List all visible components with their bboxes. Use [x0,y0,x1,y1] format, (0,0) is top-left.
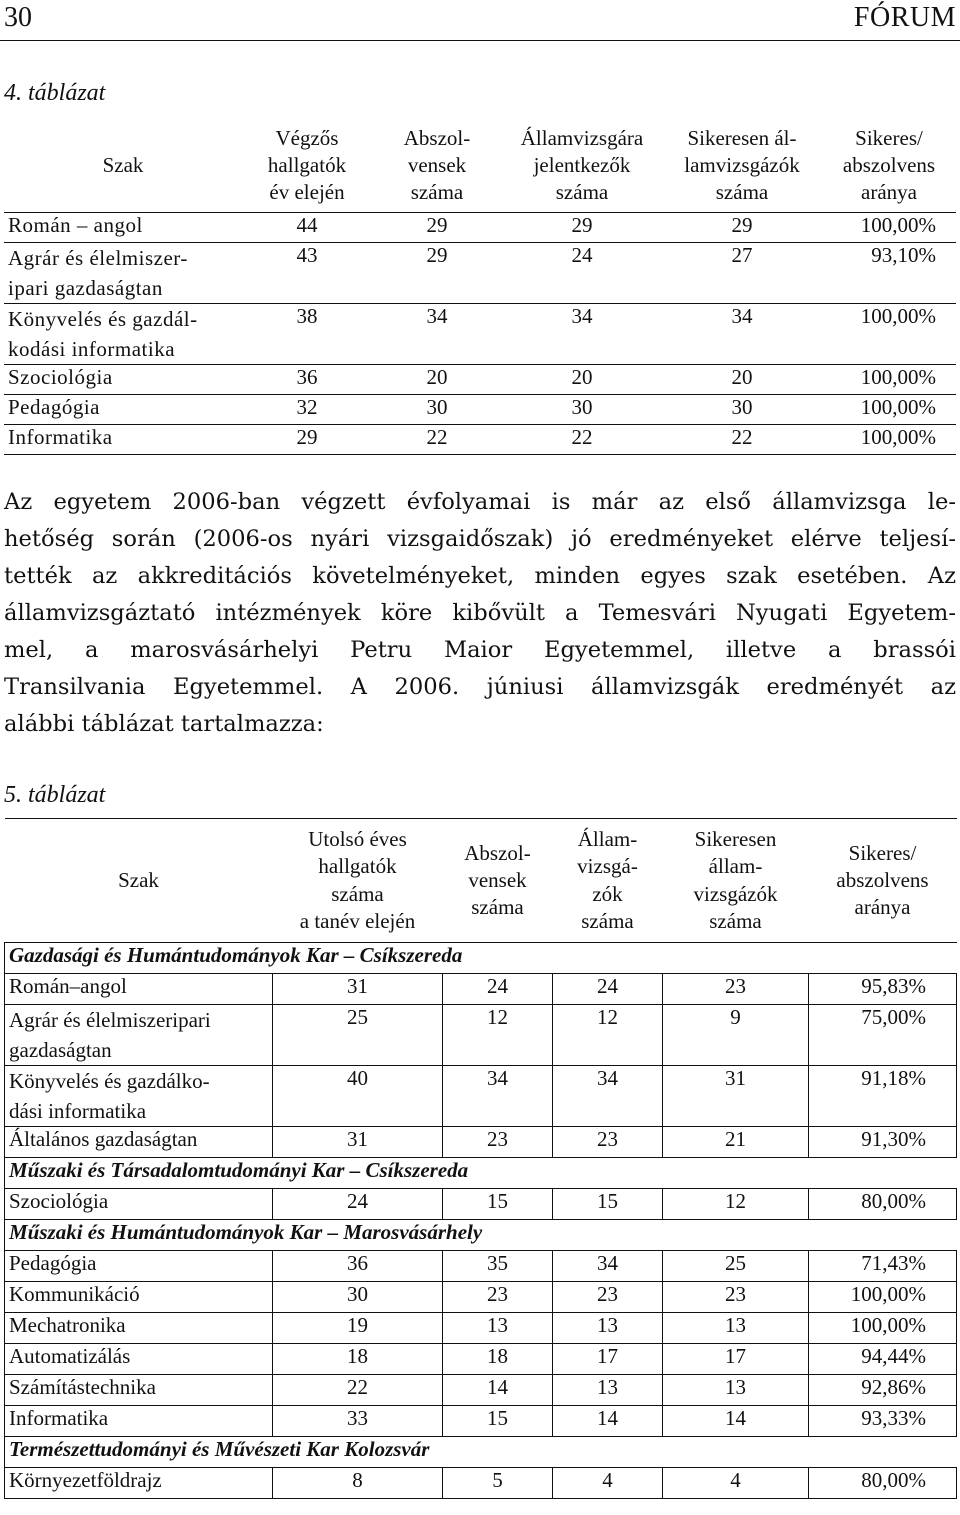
szak-cell [5,1005,273,1066]
faculty-row [5,1158,957,1189]
table5-header-cell [809,819,957,943]
value-cell: 13 [443,1313,553,1344]
journal-title: FÓRUM [853,2,956,33]
value-cell: 23 [443,1282,553,1313]
table4-header-line: Abszol- [403,125,471,150]
szak-cell [4,424,242,454]
table5-header-line: vizsgá- [577,854,638,879]
table4-body [4,212,956,454]
szak-line: Könyvelés és gazdál- [8,306,198,331]
value-cell: 8 [273,1468,443,1499]
table-row [4,242,956,303]
value-cell: 19 [273,1313,443,1344]
value-cell: 20 [662,364,822,394]
paragraph-line: hetőség során (2006-os nyári vizsgaidőszak) jó eredményeket elérve teljesí- [4,526,956,552]
faculty-name: Műszaki és Humántudományok Kar – Marosvásárhely [5,1220,957,1251]
szak-line: gazdaságtan [9,1038,112,1062]
table5-caption: 5. táblázat [4,782,106,808]
ratio-cell: 92,86% [809,1375,957,1406]
value-cell: 17 [663,1344,809,1375]
table4-header-line: Szak [102,153,144,178]
ratio-cell: 100,00% [822,424,956,454]
value-cell: 22 [372,424,502,454]
ratio-cell: 95,83% [809,974,957,1005]
table5-header-line: hallgatók [318,854,397,879]
ratio-cell: 91,18% [809,1066,957,1127]
table5-header-line: vizsgázók [693,881,778,906]
table5-body [5,943,957,1499]
table-row [5,1406,957,1437]
table-row [5,974,957,1005]
table-row [5,1127,957,1158]
faculty-row [5,1437,957,1468]
value-cell: 36 [242,364,372,394]
table5-header-cell [553,819,663,943]
value-cell: 14 [663,1406,809,1437]
table4-header-line: aránya [861,180,917,205]
table4-header-line: Sikeresen ál- [687,125,797,150]
szak-line: Agrár és élelmiszeripari [9,1008,211,1032]
table5-header-line: Állam- [577,826,638,851]
szak-cell [5,1251,273,1282]
table5-header-line: száma [581,908,634,933]
ratio-cell: 100,00% [822,212,956,242]
ratio-cell: 93,33% [809,1406,957,1437]
value-cell: 15 [443,1406,553,1437]
table-row [5,1344,957,1375]
szak-cell [5,1406,273,1437]
value-cell: 30 [502,394,662,424]
table-row [4,394,956,424]
table-row [5,1313,957,1344]
szak-line: Pedagógia [8,394,100,419]
table4-header-cell [4,120,242,212]
table5-header-line: Sikeresen [694,826,777,851]
value-cell: 13 [553,1313,663,1344]
table4-caption: 4. táblázat [4,80,106,106]
value-cell: 18 [443,1344,553,1375]
table5-header-row [5,819,957,943]
table4-header-line: Államvizsgára [520,125,644,150]
szak-line: Automatizálás [9,1344,131,1368]
value-cell: 30 [372,394,502,424]
table4-header-line: lamvizsgázók [684,153,800,178]
value-cell: 5 [443,1468,553,1499]
value-cell: 34 [372,303,502,364]
value-cell: 43 [242,242,372,303]
value-cell: 40 [273,1066,443,1127]
szak-cell [5,1282,273,1313]
body-paragraph [4,484,956,743]
ratio-cell: 93,10% [822,242,956,303]
table-row [5,1066,957,1127]
ratio-cell: 71,43% [809,1251,957,1282]
value-cell: 29 [502,212,662,242]
value-cell: 24 [443,974,553,1005]
szak-line: Kommunikáció [9,1282,140,1306]
table5-header-line: Szak [118,867,159,892]
table5-header-line: aránya [854,895,911,920]
value-cell: 32 [242,394,372,424]
table-row [5,1375,957,1406]
table5-header-line: Abszol- [464,840,531,865]
table5-header-line: száma [709,908,762,933]
szak-line: Számítástechnika [9,1375,156,1399]
ratio-cell: 100,00% [822,364,956,394]
szak-line: Agrár és élelmiszer- [8,245,188,270]
value-cell: 21 [663,1127,809,1158]
value-cell: 44 [242,212,372,242]
value-cell: 30 [662,394,822,424]
value-cell: 18 [273,1344,443,1375]
table5-header-line: a tanév elején [299,908,416,933]
szak-cell [4,212,242,242]
value-cell: 34 [553,1251,663,1282]
szak-cell [4,394,242,424]
szak-line: Pedagógia [9,1251,97,1275]
value-cell: 25 [663,1251,809,1282]
value-cell: 20 [502,364,662,394]
value-cell: 22 [662,424,822,454]
table5-header-cell [5,819,273,943]
paragraph-line: tették az akkreditációs követelményeket, minden egyes szak esetében. Az [4,563,956,589]
value-cell: 34 [662,303,822,364]
value-cell: 9 [663,1005,809,1066]
value-cell: 12 [663,1189,809,1220]
table4-header-line: száma [410,180,464,205]
value-cell: 23 [443,1127,553,1158]
szak-line: Szociológia [9,1189,109,1213]
table4-header-line: abszolvens [842,153,936,178]
value-cell: 23 [553,1282,663,1313]
value-cell: 14 [553,1406,663,1437]
ratio-cell: 100,00% [809,1313,957,1344]
ratio-cell: 100,00% [809,1282,957,1313]
value-cell: 29 [372,242,502,303]
value-cell: 14 [443,1375,553,1406]
szak-line: Könyvelés és gazdálko- [9,1069,210,1093]
table5-header-cell [443,819,553,943]
szak-cell [5,1313,273,1344]
value-cell: 29 [662,212,822,242]
table5-header-line: zók [592,881,623,906]
table4-header-cell [242,120,372,212]
szak-cell [5,1127,273,1158]
value-cell: 24 [502,242,662,303]
table5-header-line: Utolsó éves [308,826,407,851]
szak-line: dási informatika [9,1099,147,1123]
value-cell: 24 [553,974,663,1005]
table-row [4,424,956,454]
szak-line: Környezetföldrajz [9,1468,162,1492]
value-cell: 23 [663,974,809,1005]
table5-header-cell [663,819,809,943]
szak-line: Általános gazdaságtan [9,1127,198,1151]
page-number: 30 [4,2,32,33]
value-cell: 24 [273,1189,443,1220]
table4-header-cell [372,120,502,212]
table5-header-line: állam- [708,854,763,879]
szak-cell [4,364,242,394]
value-cell: 17 [553,1344,663,1375]
szak-line: Informatika [9,1406,109,1430]
ratio-cell: 91,30% [809,1127,957,1158]
value-cell: 36 [273,1251,443,1282]
table-row [5,1282,957,1313]
value-cell: 25 [273,1005,443,1066]
szak-line: ipari gazdaságtan [8,275,163,300]
table5-header-line: száma [471,895,524,920]
table-row [4,303,956,364]
szak-cell [4,303,242,364]
szak-cell [5,1344,273,1375]
value-cell: 13 [553,1375,663,1406]
faculty-name: Természettudományi és Művészeti Kar Kolozsvár [5,1437,957,1468]
szak-cell [5,1375,273,1406]
table4-header-line: száma [555,180,609,205]
ratio-cell: 100,00% [822,303,956,364]
table-row [5,1251,957,1282]
value-cell: 29 [242,424,372,454]
value-cell: 31 [663,1066,809,1127]
value-cell: 29 [372,212,502,242]
ratio-cell: 100,00% [822,394,956,424]
value-cell: 23 [663,1282,809,1313]
szak-line: Román – angol [8,212,143,237]
ratio-cell: 94,44% [809,1344,957,1375]
table5-header-line: vensek [468,867,527,892]
table5-header-line: abszolvens [836,867,929,892]
value-cell: 38 [242,303,372,364]
ratio-cell: 80,00% [809,1189,957,1220]
value-cell: 23 [553,1127,663,1158]
value-cell: 20 [372,364,502,394]
table4-header-row [4,120,956,212]
szak-cell [5,1468,273,1499]
faculty-row [5,1220,957,1251]
table4-header-cell [822,120,956,212]
value-cell: 27 [662,242,822,303]
szak-line: Román–angol [9,974,127,998]
table5-header-cell [273,819,443,943]
faculty-name: Műszaki és Társadalomtudományi Kar – Csíkszereda [5,1158,957,1189]
value-cell: 34 [502,303,662,364]
szak-line: Szociológia [8,364,113,389]
table-row [4,364,956,394]
paragraph-line: államvizsgáztató intézmények köre kibővült a Temesvári Nyugati Egyetem- [4,600,956,626]
table4-header-line: száma [715,180,769,205]
szak-cell [5,1066,273,1127]
value-cell: 22 [273,1375,443,1406]
table4-header-line: vensek [407,153,467,178]
table4-header-line: Végzős [275,125,339,150]
ratio-cell: 80,00% [809,1468,957,1499]
table4-header-line: év elején [269,180,345,205]
value-cell: 31 [273,974,443,1005]
paragraph-line: Az egyetem 2006-ban végzett évfolyamai is már az első államvizsga le- [4,489,956,515]
table-5 [4,818,957,1499]
table4-header-cell [662,120,822,212]
table-row [5,1468,957,1499]
table5-header-line: Sikeres/ [848,840,917,865]
table-row [4,212,956,242]
szak-line: Mechatronika [9,1313,126,1337]
table-row [5,1189,957,1220]
paragraph-line: mel, a marosvásárhelyi Petru Maior Egyetemmel, illetve a brassói [4,637,956,663]
szak-cell [5,974,273,1005]
table-row [5,1005,957,1066]
value-cell: 15 [443,1189,553,1220]
table5-header-line: száma [331,881,384,906]
value-cell: 13 [663,1375,809,1406]
szak-line: Informatika [8,424,113,449]
value-cell: 22 [502,424,662,454]
value-cell: 34 [443,1066,553,1127]
table-4 [4,120,956,455]
running-head [0,0,960,41]
table4-header-line: jelentkezők [533,153,631,178]
faculty-row [5,943,957,974]
value-cell: 12 [443,1005,553,1066]
table4-header-cell [502,120,662,212]
value-cell: 31 [273,1127,443,1158]
value-cell: 12 [553,1005,663,1066]
value-cell: 34 [553,1066,663,1127]
szak-cell [4,242,242,303]
value-cell: 4 [553,1468,663,1499]
value-cell: 30 [273,1282,443,1313]
ratio-cell: 75,00% [809,1005,957,1066]
paragraph-line: alábbi táblázat tartalmazza: [4,711,324,737]
value-cell: 35 [443,1251,553,1282]
value-cell: 33 [273,1406,443,1437]
szak-line: kodási informatika [8,336,176,361]
faculty-name: Gazdasági és Humántudományok Kar – Csíkszereda [5,943,957,974]
table4-header-line: Sikeres/ [855,125,923,150]
value-cell: 15 [553,1189,663,1220]
value-cell: 13 [663,1313,809,1344]
value-cell: 4 [663,1468,809,1499]
szak-cell [5,1189,273,1220]
paragraph-line: Transilvania Egyetemmel. A 2006. júniusi államvizsgák eredményét az [4,674,956,700]
table4-header-line: hallgatók [267,153,347,178]
